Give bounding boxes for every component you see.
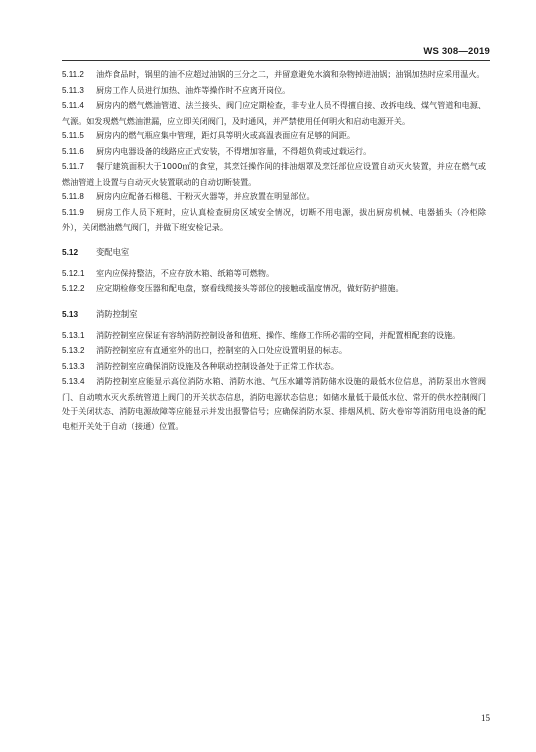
clause-number: 5.13.4 [62,377,85,386]
clause-number: 5.13.2 [62,346,85,355]
clause-number: 5.11.5 [62,131,84,140]
header-rule [62,60,490,61]
clause-5-11-2 [62,67,486,83]
clause-text: 厨房工作人员进行加热、油炸等操作时不应离开岗位。 [96,84,291,95]
clause-number: 5.13.1 [62,330,85,340]
section-title: 变配电室 [96,246,130,257]
clause-number: 5.11.2 [62,70,84,79]
clause-5-13-2 [62,343,486,359]
clause-number: 5.11.9 [62,207,84,217]
clause-5-13-1 [62,328,486,344]
clause-number: 5.11.3 [62,85,84,95]
clause-text: 应定期检修变压器和配电盘，察看线缆接头等部位的接触或温度情况，做好防护措施。 [96,283,404,293]
clause-number: 5.11.4 [62,101,84,110]
clause-text: 室内应保持整洁，不应存放木箱、纸箱等可燃物。 [96,267,275,278]
clause-5-11-7 [62,159,486,189]
clause-5-13-4 [62,374,486,433]
clause-5-12-1 [62,266,486,282]
clause-5-11-4 [62,98,486,128]
clause-number: 5.12.1 [62,268,85,278]
clause-text: 消防控制室应保证有容纳消防控制设备和值班、操作、维修工作所必需的空间，并配置相配套的设施。 [96,329,461,340]
clause-text: 消防控制室应能显示高位消防水箱、消防水池、气压水罐等消防储水设施的最低水位信息，消防泵出水管阀门、自动喷水灭火系统管道上阀门的开关状态信息，消防电源状态信息；如储水量低于最低水位、常开的供水控制阀门处于关闭状态、消防电源故障等应能显示并发出报警信号；应确保消防水泵、排烟风机、防火卷帘等消防用电设备的配电柜开关处于自动（接通）位置。 [62,376,486,431]
clause-text: 厨房内电器设备的线路应正式安装，不得增加容量，不得超负荷或过载运行。 [96,145,372,156]
clause-5-12-2 [62,281,486,297]
clause-5-11-5 [62,128,486,144]
clause-text: 厨房内应配备石棉毯、干粉灭火器等，并应放置在明显部位。 [96,191,315,201]
clause-5-13-3 [62,359,486,375]
clause-text: 消防控制室应确保消防设施及各种联动控制设备处于正常工作状态。 [96,360,339,371]
standard-code: WS 308—2019 [423,46,490,57]
section-heading-5-12 [62,245,486,259]
section-number: 5.12 [62,246,79,257]
clause-text: 消防控制室应有直通室外的出口，控制室的入口处应设置明显的标志。 [96,345,347,355]
clause-5-11-3 [62,83,486,99]
clause-number: 5.13.3 [62,361,85,371]
clause-text: 油炸食品时，锅里的油不应超过油锅的三分之二，并留意避免水滴和杂物掉进油锅；油锅加热时应采用温火。 [96,69,485,79]
clause-number: 5.11.6 [62,146,84,156]
clause-5-11-6 [62,144,486,160]
section-number: 5.13 [62,308,79,319]
page-number: 15 [481,713,490,723]
clause-5-11-8 [62,189,486,205]
section-title: 消防控制室 [96,308,138,319]
clause-5-11-9 [62,205,486,235]
clause-text: 餐厅建筑面积大于1000㎡的食堂，其烹饪操作间的排油烟罩及烹饪部位应设置自动灭火装置，并应在燃气或燃油管道上设置与自动灭火装置联动的自动切断装置。 [62,161,486,187]
clause-number: 5.11.7 [62,162,84,171]
clause-text: 厨房工作人员下班时，应认真检查厨房区域安全情况，切断不用电源，拔出厨房机械、电器插头（冷柜除外），关闭燃油燃气阀门，并做下班安检记录。 [62,206,486,232]
document-body [62,67,486,433]
clause-number: 5.12.2 [62,284,85,293]
clause-text: 厨房内的燃气燃油管道、法兰接头、阀门应定期检查，非专业人员不得擅自接、改拆电线、煤气管道和电源、气源。如发现燃气燃油泄漏，应立即关闭阀门，及时通风，并严禁使用任何明火和启动电源开关。 [62,100,486,126]
section-heading-5-13 [62,307,486,321]
clause-number: 5.11.8 [62,192,84,201]
clause-text: 厨房内的燃气瓶应集中管理，距灯具等明火或高温表面应有足够的间距。 [96,130,356,140]
